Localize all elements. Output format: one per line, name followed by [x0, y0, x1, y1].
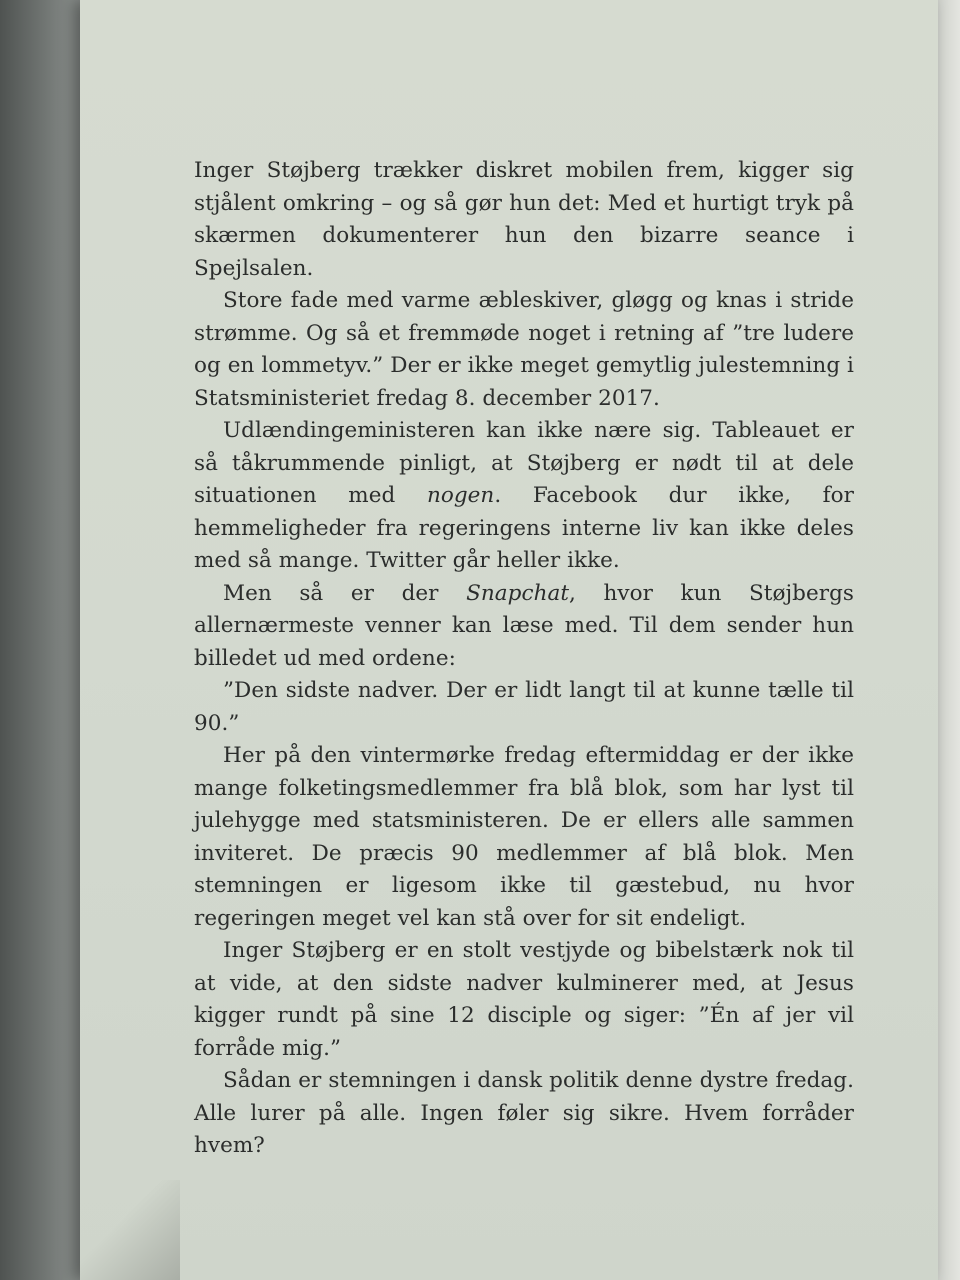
text-segment: Inger Støjberg er en stolt vestjyde og bibelstærk nok til at vide, at den sidste nadver kulminerer med, at Jesus kigger rundt på sine 12 disciple og siger: ”Én af jer vil forråde mig.” [194, 938, 854, 1061]
paragraph-8 [194, 1065, 854, 1163]
paragraph-3 [194, 415, 854, 578]
text-segment: Udlændingeministeren kan ikke nære sig. Tableauet er så tåkrummende pinligt, at Støjberg er nødt til at dele situationen med [194, 418, 854, 508]
text-segment: Store fade med varme æbleskiver, gløgg og knas i stride strømme. Og så et fremmøde noget i retning af ”tre ludere og en lommetyv.” Der er ikke meget gemytlig julestemning i Statsministeriet fredag 8. december 2017. [194, 288, 854, 411]
paragraph-7 [194, 935, 854, 1065]
text-segment: ”Den sidste nadver. Der er lidt langt til at kunne tælle til 90.” [194, 678, 854, 736]
paragraph-6 [194, 740, 854, 935]
italic-text: Snapchat [466, 580, 570, 606]
text-segment: . Facebook dur ikke, for hemmeligheder fra regeringens interne liv kan ikke deles med så mange. Twitter går heller ikke. [194, 483, 854, 573]
paragraph-5 [194, 675, 854, 740]
text-segment: Sådan er stemningen i dansk politik denne dystre fredag. Alle lurer på alle. Ingen føler sig sikre. Hvem forråder hvem? [194, 1068, 854, 1158]
italic-text: nogen [426, 483, 495, 508]
paragraph-1 [194, 155, 854, 285]
text-segment: Men så er der [223, 580, 467, 606]
text-segment: Her på den vintermørke fredag eftermiddag er der ikke mange folketingsmedlemmer fra blå blok, som har lyst til julehygge med statsministeren. De er ellers alle sammen inviteret. De præcis 90 medlemmer af blå blok. Men stemningen er ligesom ikke til gæstebud, nu hvor regeringen meget vel kan stå over for sit endeligt. [194, 743, 854, 931]
page-shadow [80, 1180, 180, 1280]
body-text [194, 155, 854, 1163]
text-segment: Inger Støjberg trækker diskret mobilen frem, kigger sig stjålent omkring – og så gør hun det: Med et hurtigt tryk på skærmen dokumenterer hun den bizarre seance i Spejlsalen. [194, 158, 854, 281]
paragraph-4 [194, 578, 854, 676]
text-segment: , hvor kun Støjbergs allernærmeste venner kan læse med. Til dem sender hun billedet ud med ordene: [194, 580, 854, 671]
paragraph-2 [194, 285, 854, 415]
